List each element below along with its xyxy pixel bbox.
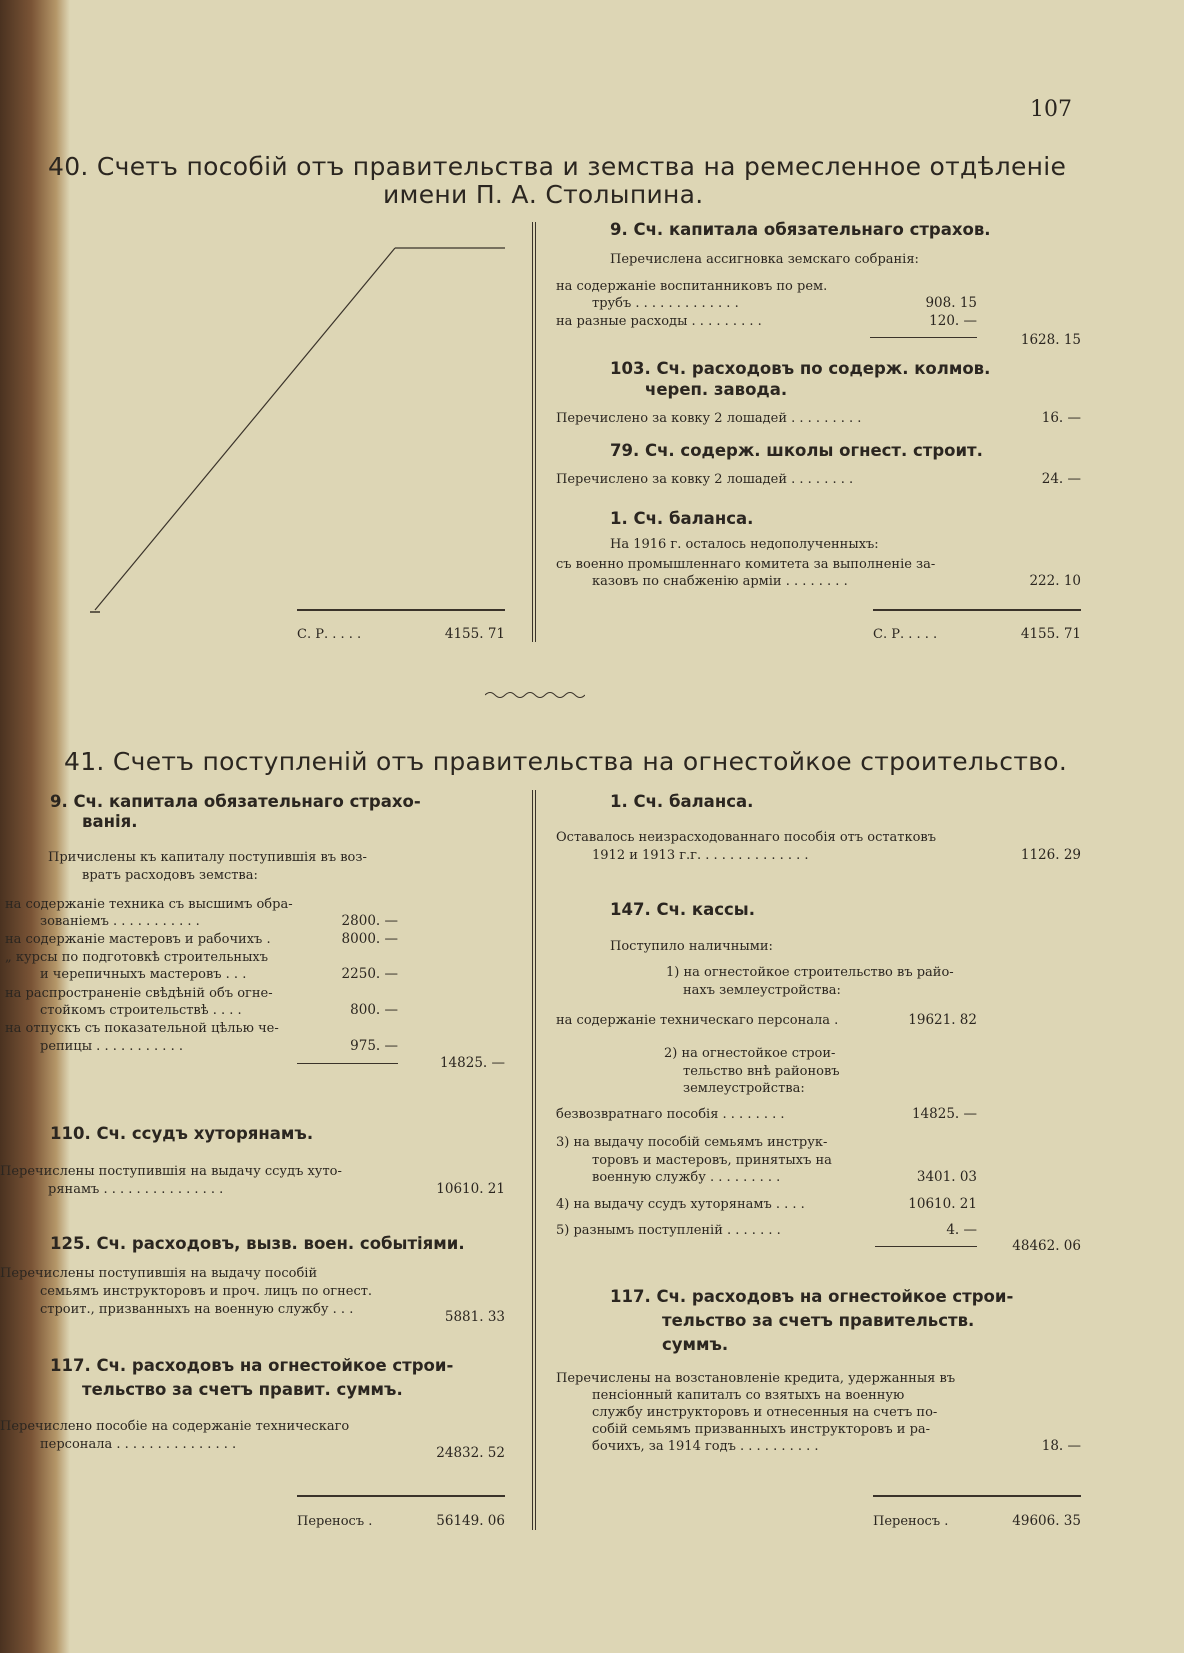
section-40-right-total: 4155. 71 (1020, 626, 1081, 642)
left-row2-value: 8000. — (341, 931, 398, 947)
right-account-117-text-d: собій семьямъ призванныхъ инструкторовъ и ра- (592, 1422, 931, 1437)
right-account-1-value: 1126. 29 (1020, 847, 1081, 863)
account-79-heading: 79. Сч. содерж. школы огнест. строит. (610, 441, 983, 460)
account-103-text: Перечислено за ковку 2 лошадей . . . . . . . . . (556, 411, 862, 426)
account-9-line1b: трубъ . . . . . . . . . . . . . (592, 296, 739, 311)
account-1-text-c: казовъ по снабженію арміи . . . . . . . . (592, 574, 848, 589)
left-row5-a: на отпускъ съ показательной цѣлью че- (5, 1021, 279, 1036)
left-row3-a: „ курсы по подготовкѣ строительныхъ (5, 950, 269, 965)
left-row4-value: 800. — (350, 1002, 398, 1018)
section-41-title (64, 747, 1164, 776)
right-147-item1-a: 1) на огнестойкое строительство въ райо- (666, 965, 954, 980)
right-147-item2-c: землеустройства: (683, 1081, 805, 1096)
section-40-left-total: 4155. 71 (444, 626, 505, 642)
left-row1-a: на содержаніе техника съ высшимъ обра- (5, 897, 293, 912)
right-147-item1-value: 19621. 82 (908, 1012, 977, 1028)
section-40-column-divider-2 (535, 222, 536, 642)
right-147-item3-value: 3401. 03 (916, 1169, 977, 1185)
right-147-item1-b: нахъ землеустройства: (683, 983, 841, 998)
account-9-value2: 120. — (929, 313, 977, 329)
right-account-117-heading-b: тельство за счетъ правительств. (662, 1311, 975, 1330)
left-row4-a: на распространеніе свѣдѣній объ огне- (5, 986, 273, 1001)
right-account-117-heading-c: суммъ. (662, 1335, 729, 1354)
left-account-117-text-a: Перечислено пособіе на содержаніе техническаго (0, 1419, 350, 1434)
left-carry-label: Переносъ . (297, 1514, 373, 1529)
account-9-heading: 9. Сч. капитала обязательнаго страхов. (610, 220, 991, 239)
page-number: 107 (1030, 97, 1072, 122)
right-account-1-text-b: 1912 и 1913 г.г. . . . . . . . . . . . . . (592, 848, 809, 863)
account-9-intro: Перечислена ассигновка земскаго собранія: (610, 252, 919, 267)
left-carry-rule (297, 1495, 505, 1497)
right-account-117-heading-a: 117. Сч. расходовъ на огнестойкое строи- (610, 1287, 1014, 1306)
left-account-9-sum: 14825. — (439, 1055, 505, 1071)
left-account-117-value: 24832. 52 (436, 1445, 505, 1461)
right-147-rule (875, 1246, 977, 1247)
right-147-item2-b: тельство внѣ районовъ (683, 1064, 840, 1079)
account-1-heading: 1. Сч. баланса. (610, 509, 754, 528)
left-account-110-heading: 110. Сч. ссудъ хуторянамъ. (50, 1124, 314, 1143)
section-40-title (48, 152, 1128, 181)
account-103-heading-a: 103. Сч. расходовъ по содерж. колмов. (610, 359, 991, 378)
section-separator-ornament (485, 690, 585, 700)
right-147-item2-a: 2) на огнестойкое строи- (664, 1046, 836, 1061)
account-79-text: Перечислено за ковку 2 лошадей . . . . . . . . (556, 472, 854, 487)
left-account-117-heading-a: 117. Сч. расходовъ на огнестойкое строи- (50, 1356, 454, 1375)
right-147-item2-value: 14825. — (911, 1106, 977, 1122)
account-1-value: 222. 10 (1029, 573, 1081, 589)
right-147-item1-c: на содержаніе техническаго персонала . (556, 1013, 839, 1028)
left-row3-value: 2250. — (341, 966, 398, 982)
right-account-147-heading: 147. Сч. кассы. (610, 900, 755, 919)
right-carry-total: 49606. 35 (1012, 1513, 1081, 1529)
right-account-1-heading: 1. Сч. баланса. (610, 792, 754, 811)
section-41-number: 41. (64, 747, 105, 776)
right-account-117-text-e: бочихъ, за 1914 годъ . . . . . . . . . . (592, 1439, 819, 1454)
right-147-item4: 4) на выдачу ссудъ хуторянамъ . . . . (556, 1197, 805, 1212)
left-row3-b: и черепичныхъ мастеровъ . . . (40, 967, 247, 982)
right-account-147-intro: Поступило наличными: (610, 939, 773, 954)
account-1-text-b: съ военно промышленнаго комитета за выполненіе за- (556, 557, 936, 572)
section-40-right-total-rule (873, 609, 1081, 611)
left-row1-b: зованіемъ . . . . . . . . . . . (40, 914, 200, 929)
left-account-110-text-b: рянамъ . . . . . . . . . . . . . . . (48, 1182, 224, 1197)
section-41-column-divider-2 (535, 790, 536, 1530)
section-40-right-total-label: С. Р. . . . . (873, 627, 938, 642)
account-9-total: 1628. 15 (1020, 332, 1081, 348)
right-147-item2-d: безвозвратнаго пособія . . . . . . . . (556, 1107, 785, 1122)
section-40-title-line2: имени П. А. Столыпина. (383, 180, 704, 209)
right-147-item5-value: 4. — (946, 1222, 977, 1238)
left-account-117-text-b: персонала . . . . . . . . . . . . . . . (40, 1437, 237, 1452)
section-40-blank-diagonal (90, 240, 510, 620)
right-147-item3-c: военную службу . . . . . . . . . (592, 1170, 781, 1185)
account-103-heading-b: череп. завода. (645, 380, 788, 399)
left-row1-value: 2800. — (341, 913, 398, 929)
right-carry-rule (873, 1495, 1081, 1497)
left-row5-b: репицы . . . . . . . . . . . (40, 1039, 183, 1054)
account-9-rule (870, 337, 977, 338)
section-41-title-text: Счетъ поступленій отъ правительства на огнестойкое строительство. (112, 747, 1068, 776)
left-account-125-text-a: Перечислены поступившія на выдачу пособій (0, 1266, 318, 1281)
left-account-9-intro-b: вратъ расходовъ земства: (82, 868, 258, 883)
left-row2: на содержаніе мастеровъ и рабочихъ . (5, 932, 271, 947)
left-account-110-text-a: Перечислены поступившія на выдачу ссудъ хуто- (0, 1164, 342, 1179)
account-1-text-a: На 1916 г. осталось недополученныхъ: (610, 537, 879, 552)
right-147-item3-b: торовъ и мастеровъ, принятыхъ на (592, 1153, 832, 1168)
section-40-left-total-label: С. Р. . . . . (297, 627, 362, 642)
right-account-117-value: 18. — (1041, 1438, 1081, 1454)
left-account-9-heading-b: ванія. (82, 812, 138, 831)
book-spine-shadow (0, 0, 70, 1653)
account-9-line1a: на содержаніе воспитанниковъ по рем. (556, 279, 828, 294)
left-account-125-text-c: строит., призванныхъ на военную службу . . . (40, 1302, 354, 1317)
section-41-column-divider (532, 790, 533, 1530)
left-row5-value: 975. — (350, 1038, 398, 1054)
right-carry-label: Переносъ . (873, 1514, 949, 1529)
left-account-125-value: 5881. 33 (444, 1309, 505, 1325)
left-account-110-value: 10610. 21 (436, 1181, 505, 1197)
left-carry-total: 56149. 06 (436, 1513, 505, 1529)
right-account-117-text-a: Перечислены на возстановленіе кредита, удержанныя въ (556, 1371, 956, 1386)
section-40-number: 40. (48, 152, 89, 181)
left-account-9-heading-a: 9. Сч. капитала обязательнаго страхо- (50, 792, 421, 811)
left-account-9-rule (297, 1063, 398, 1064)
section-40-left-total-rule (297, 609, 505, 611)
right-account-117-text-c: службу инструкторовъ и отнесенныя на счетъ по- (592, 1405, 938, 1420)
account-9-value1: 908. 15 (925, 295, 977, 311)
left-row4-b: стойкомъ строительствѣ . . . . (40, 1003, 242, 1018)
section-40-column-divider (532, 222, 533, 642)
section-40-title-line1: Счетъ пособій отъ правительства и земства на ремесленное отдѣленіе (96, 152, 1067, 181)
left-account-125-heading: 125. Сч. расходовъ, вызв. воен. событіями. (50, 1234, 465, 1253)
right-147-sum: 48462. 06 (1012, 1238, 1081, 1254)
left-account-9-intro-a: Причислены къ капиталу поступившія въ воз- (48, 850, 367, 865)
account-9-line2: на разные расходы . . . . . . . . . (556, 314, 762, 329)
account-103-value: 16. — (1041, 410, 1081, 426)
left-account-117-heading-b: тельство за счетъ правит. суммъ. (82, 1380, 403, 1399)
right-147-item5: 5) разнымъ поступленій . . . . . . . (556, 1223, 781, 1238)
right-account-117-text-b: пенсіонный капиталъ со взятыхъ на военную (592, 1388, 905, 1403)
right-147-item4-value: 10610. 21 (908, 1196, 977, 1212)
right-147-item3-a: 3) на выдачу пособій семьямъ инструк- (556, 1135, 828, 1150)
account-79-value: 24. — (1041, 471, 1081, 487)
left-account-125-text-b: семьямъ инструкторовъ и проч. лицъ по огнест. (40, 1284, 373, 1299)
right-account-1-text-a: Оставалось неизрасходованнаго пособія отъ остатковъ (556, 830, 937, 845)
